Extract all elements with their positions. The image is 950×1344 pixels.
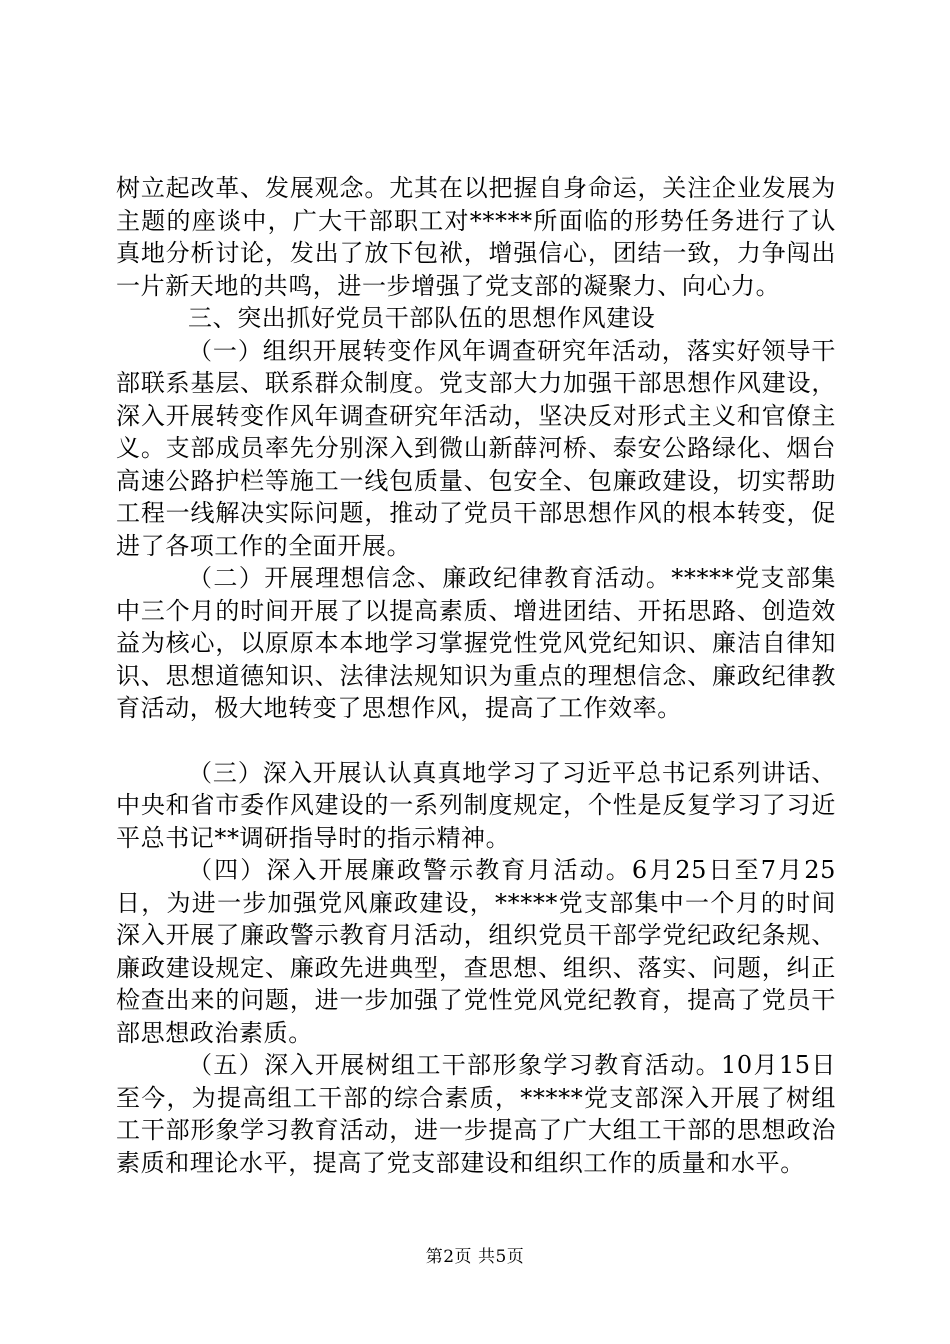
paragraph-item-1: （一）组织开展转变作风年调查研究年活动，落实好领导干部联系基层、联系群众制度。党支部大力加强干部思想作风建设，深入开展转变作风年调查研究年活动，坚决反对形式主义和官僚主义。支部成员率先分别深入到微山新薛河桥、泰安公路绿化、烟台高速公路护栏等施工一线包质量、包安全、包廉政建设，切实帮助工程一线解决实际问题，推动了党员干部思想作风的根本转变，促进了各项工作的全面开展。 [116, 336, 836, 560]
paragraph-item-4: （四）深入开展廉政警示教育月活动。6月25日至7月25日，为进一步加强党风廉政建设，*****党支部集中一个月的时间深入开展了廉政警示教育月活动，组织党员干部学党纪政纪条规、廉政建设规定、廉政先进典型，查思想、组织、落实、问题，纠正检查出来的问题，进一步加强了党性党风党纪教育，提高了党员干部思想政治素质。 [116, 856, 836, 1047]
document-body [116, 172, 836, 1179]
paragraph-continuation: 树立起改革、发展观念。尤其在以把握自身命运，关注企业发展为主题的座谈中，广大干部职工对*****所面临的形势任务进行了认真地分析讨论，发出了放下包袱，增强信心，团结一致，力争闯出一片新天地的共鸣，进一步增强了党支部的凝聚力、向心力。 [116, 174, 836, 300]
paragraph-item-3: （三）深入开展认认真真地学习了习近平总书记系列讲话、中央和省市委作风建设的一系列制度规定，个性是反复学习了习近平总书记**调研指导时的指示精神。 [116, 758, 836, 852]
paragraph-item-2: （二）开展理想信念、廉政纪律教育活动。*****党支部集中三个月的时间开展了以提高素质、增进团结、开拓思路、创造效益为核心，以原原本本地学习掌握党性党风党纪知识、廉洁自律知识、思想道德知识、法律法规知识为重点的理想信念、廉政纪律教育活动，极大地转变了思想作风，提高了工作效率。 [116, 564, 836, 722]
paragraph-item-5: （五）深入开展树组工干部形象学习教育活动。10月15日至今，为提高组工干部的综合素质，*****党支部深入开展了树组工干部形象学习教育活动，进一步提高了广大组工干部的思想政治素质和理论水平，提高了党支部建设和组织工作的质量和水平。 [116, 1051, 836, 1177]
page-number-footer: 第2页 共5页 [425, 1247, 525, 1267]
section-heading: 三、突出抓好党员干部队伍的思想作风建设 [188, 304, 656, 332]
paragraph-spacer [116, 725, 836, 757]
